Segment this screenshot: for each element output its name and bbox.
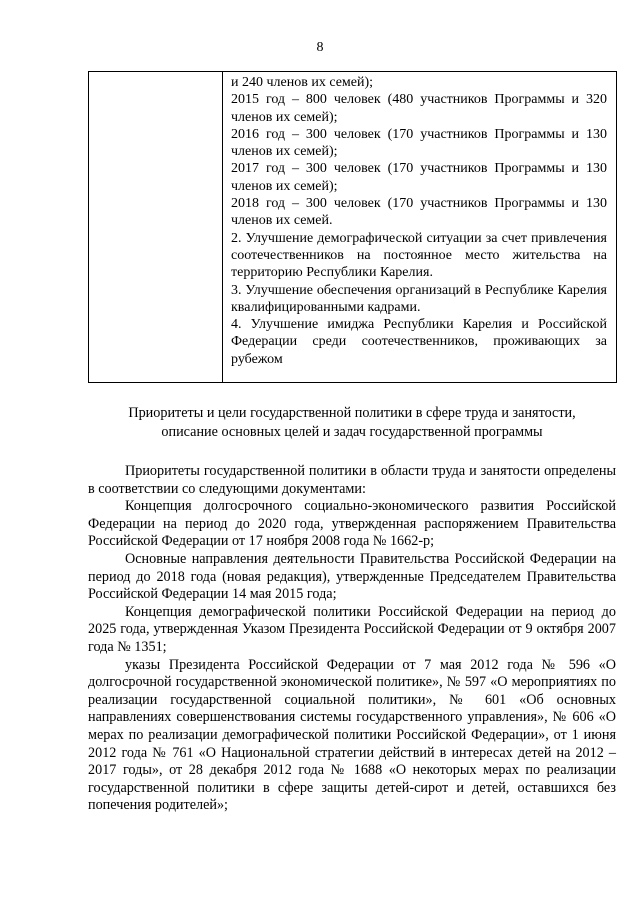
paragraph-intro: Приоритеты государственной политики в области труда и занятости определены в соответствии со следующими документами: [88,463,616,497]
paragraph-presidential-decrees: указы Президента Российской Федерации от 7 мая 2012 года № 596 «О долгосрочной государственной экономической политике», № 597 «О мероприятиях по реализации государственной социальной политики», № 601 «Об основных направлениях совершенствования системы государственного управления», № 606 «О мерах по реализации демографической политики Российской Федерации», от 1 июня 2012 года № 761 «О Национальной стратегии действий в интересах детей на 2012 – 2017 годы», от 28 декабря 2012 года № 1688 «О некоторых мерах по реализации государственной политики в сфере защиты детей-сирот и детей, оставшихся без попечения родителей»; [88,656,616,814]
section-heading-line-2: описание основных целей и задач государственной программы [161,424,543,440]
table-right-cell-text [223,72,616,368]
table-line: 2. Улучшение демографической ситуации за счет привлечения соотечественников на постоянное место жительства на территорию Республики Карелия. [231,230,607,281]
program-table [88,71,617,383]
table-left-cell [89,72,223,383]
page-number: 8 [316,40,324,55]
table-line: 3. Улучшение обеспечения организаций в Республике Карелия квалифицированными кадрами. [231,282,607,315]
body-text [88,463,616,815]
section-heading-line-1: Приоритеты и цели государственной политики в сфере труда и занятости, [128,405,576,421]
table-line: 2017 год – 300 человек (170 участников Программы и 130 членов их семей); [231,161,607,194]
table-line: 2018 год – 300 человек (170 участников Программы и 130 членов их семей. [231,196,607,229]
table-line: и 240 членов их семей); [231,75,374,90]
table-line: 2016 год – 300 человек (170 участников Программы и 130 членов их семей); [231,126,607,160]
table-row [89,72,617,383]
paragraph-demographic-concept: Концепция демографической политики Российской Федерации на период до 2025 года, утвержденная Указом Президента Российской Федерации от 9 октября 2007 года № 1351; [88,603,616,655]
section-heading [88,404,616,442]
paragraph-concept-2020: Концепция долгосрочного социально-экономического развития Российской Федерации на период до 2020 года, утвержденная распоряжением Правительства Российской Федерации от 17 ноября 2008 года № 1662-р; [88,498,616,550]
paragraph-government-directions: Основные направления деятельности Правительства Российской Федерации на период до 2018 года (новая редакция), утвержденные Председателем Правительства Российской Федерации 14 мая 2015 года; [88,550,616,603]
table-right-cell [223,72,617,383]
table-line: 4. Улучшение имиджа Республики Карелия и Российской Федерации среди соотечественников, проживающих за рубежом [231,317,607,367]
table-line: 2015 год – 800 человек (480 участников Программы и 320 членов их семей); [231,92,607,125]
